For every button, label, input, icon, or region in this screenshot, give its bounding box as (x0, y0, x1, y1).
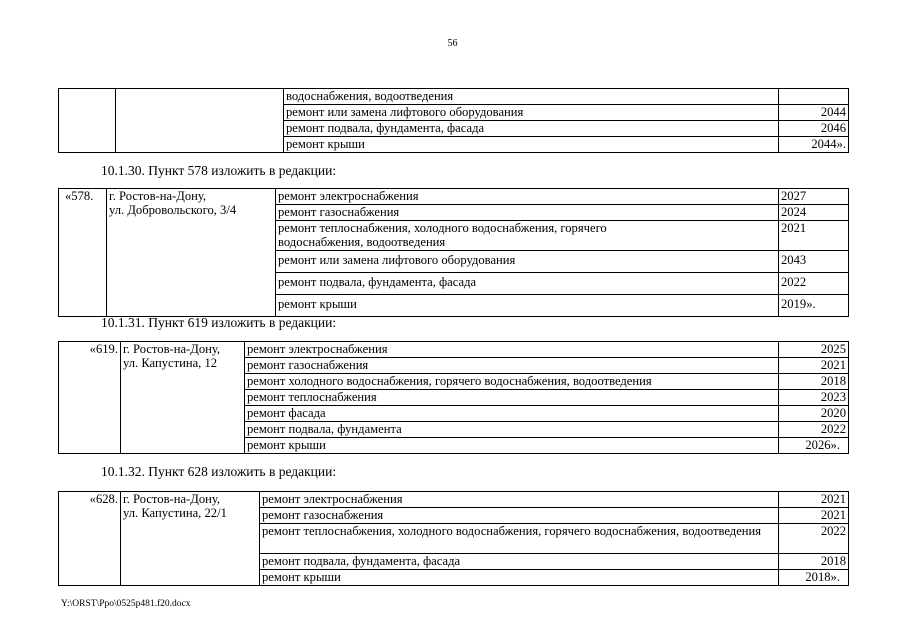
year-cell: 2027 (779, 189, 849, 205)
work-cell: ремонт подвала, фундамента, фасада (276, 273, 779, 295)
work-cell: водоснабжения, водоотведения (284, 89, 779, 105)
file-path-footer: Y:\ORST\Ppo\0525p481.f20.docx (61, 599, 191, 609)
address-cell (121, 492, 260, 586)
table-row (59, 342, 849, 358)
year-cell: 2044». (779, 137, 849, 153)
year-cell: 2018 (779, 554, 849, 570)
item-number: «628. (59, 492, 121, 586)
year-cell: 2020 (779, 406, 849, 422)
page-number: 56 (447, 38, 458, 49)
work-cell: ремонт газоснабжения (276, 205, 779, 221)
year-cell: 2025 (779, 342, 849, 358)
year-cell: 2024 (779, 205, 849, 221)
year-cell: 2026». (779, 438, 849, 454)
year-cell: 2018 (779, 374, 849, 390)
address-line-1: г. Ростов-на-Дону, (123, 342, 221, 356)
section-heading-628: 10.1.32. Пункт 628 изложить в редакции: (101, 464, 337, 479)
work-cell: ремонт крыши (260, 570, 779, 586)
address-cell (107, 189, 276, 317)
work-cell: ремонт газоснабжения (260, 508, 779, 524)
section-heading-619: 10.1.31. Пункт 619 изложить в редакции: (101, 315, 337, 330)
work-cell: ремонт теплоснабжения, холодного водоснабжения, горячего водоснабжения, водоотведения (260, 524, 779, 554)
year-cell: 2021 (779, 358, 849, 374)
work-cell: ремонт крыши (276, 295, 779, 317)
table-628 (58, 491, 849, 586)
year-cell: 2021 (779, 221, 849, 251)
address-cell (116, 89, 284, 153)
year-cell: 2043 (779, 251, 849, 273)
table-619 (58, 341, 849, 454)
item-number: «619. (59, 342, 121, 454)
work-cell: ремонт подвала, фундамента (245, 422, 779, 438)
year-cell: 2021 (779, 508, 849, 524)
work-cell: ремонт фасада (245, 406, 779, 422)
work-cell: ремонт теплоснабжения, холодного водоснабжения, горячего водоснабжения, водоотведения (276, 221, 779, 251)
work-cell: ремонт крыши (245, 438, 779, 454)
year-cell (779, 89, 849, 105)
address-line-1: г. Ростов-на-Дону, (109, 189, 207, 203)
table-row (59, 492, 849, 508)
year-cell: 2022 (779, 524, 849, 554)
work-cell: ремонт электроснабжения (260, 492, 779, 508)
table-578 (58, 188, 849, 317)
table-row (59, 189, 849, 205)
continuation-table (58, 88, 849, 153)
address-line-1: г. Ростов-на-Дону, (123, 492, 221, 506)
work-cell: ремонт газоснабжения (245, 358, 779, 374)
year-cell: 2046 (779, 121, 849, 137)
year-cell: 2023 (779, 390, 849, 406)
year-cell: 2022 (779, 273, 849, 295)
work-cell: ремонт теплоснабжения (245, 390, 779, 406)
work-cell: ремонт подвала, фундамента, фасада (260, 554, 779, 570)
year-cell: 2019». (779, 295, 849, 317)
address-line-2: ул. Добровольского, 3/4 (109, 203, 237, 217)
year-cell: 2018». (779, 570, 849, 586)
year-cell: 2021 (779, 492, 849, 508)
work-cell: ремонт подвала, фундамента, фасада (284, 121, 779, 137)
work-cell: ремонт электроснабжения (276, 189, 779, 205)
work-cell: ремонт или замена лифтового оборудования (284, 105, 779, 121)
address-line-2: ул. Капустина, 12 (123, 356, 218, 370)
address-cell (121, 342, 245, 454)
address-line-2: ул. Капустина, 22/1 (123, 506, 227, 520)
year-cell: 2044 (779, 105, 849, 121)
work-cell: ремонт или замена лифтового оборудования (276, 251, 779, 273)
work-cell: ремонт крыши (284, 137, 779, 153)
num-cell (59, 89, 116, 153)
item-number: «578. (59, 189, 107, 317)
work-cell: ремонт электроснабжения (245, 342, 779, 358)
table-row (59, 89, 849, 105)
year-cell: 2022 (779, 422, 849, 438)
work-cell: ремонт холодного водоснабжения, горячего водоснабжения, водоотведения (245, 374, 779, 390)
section-heading-578: 10.1.30. Пункт 578 изложить в редакции: (101, 163, 337, 178)
